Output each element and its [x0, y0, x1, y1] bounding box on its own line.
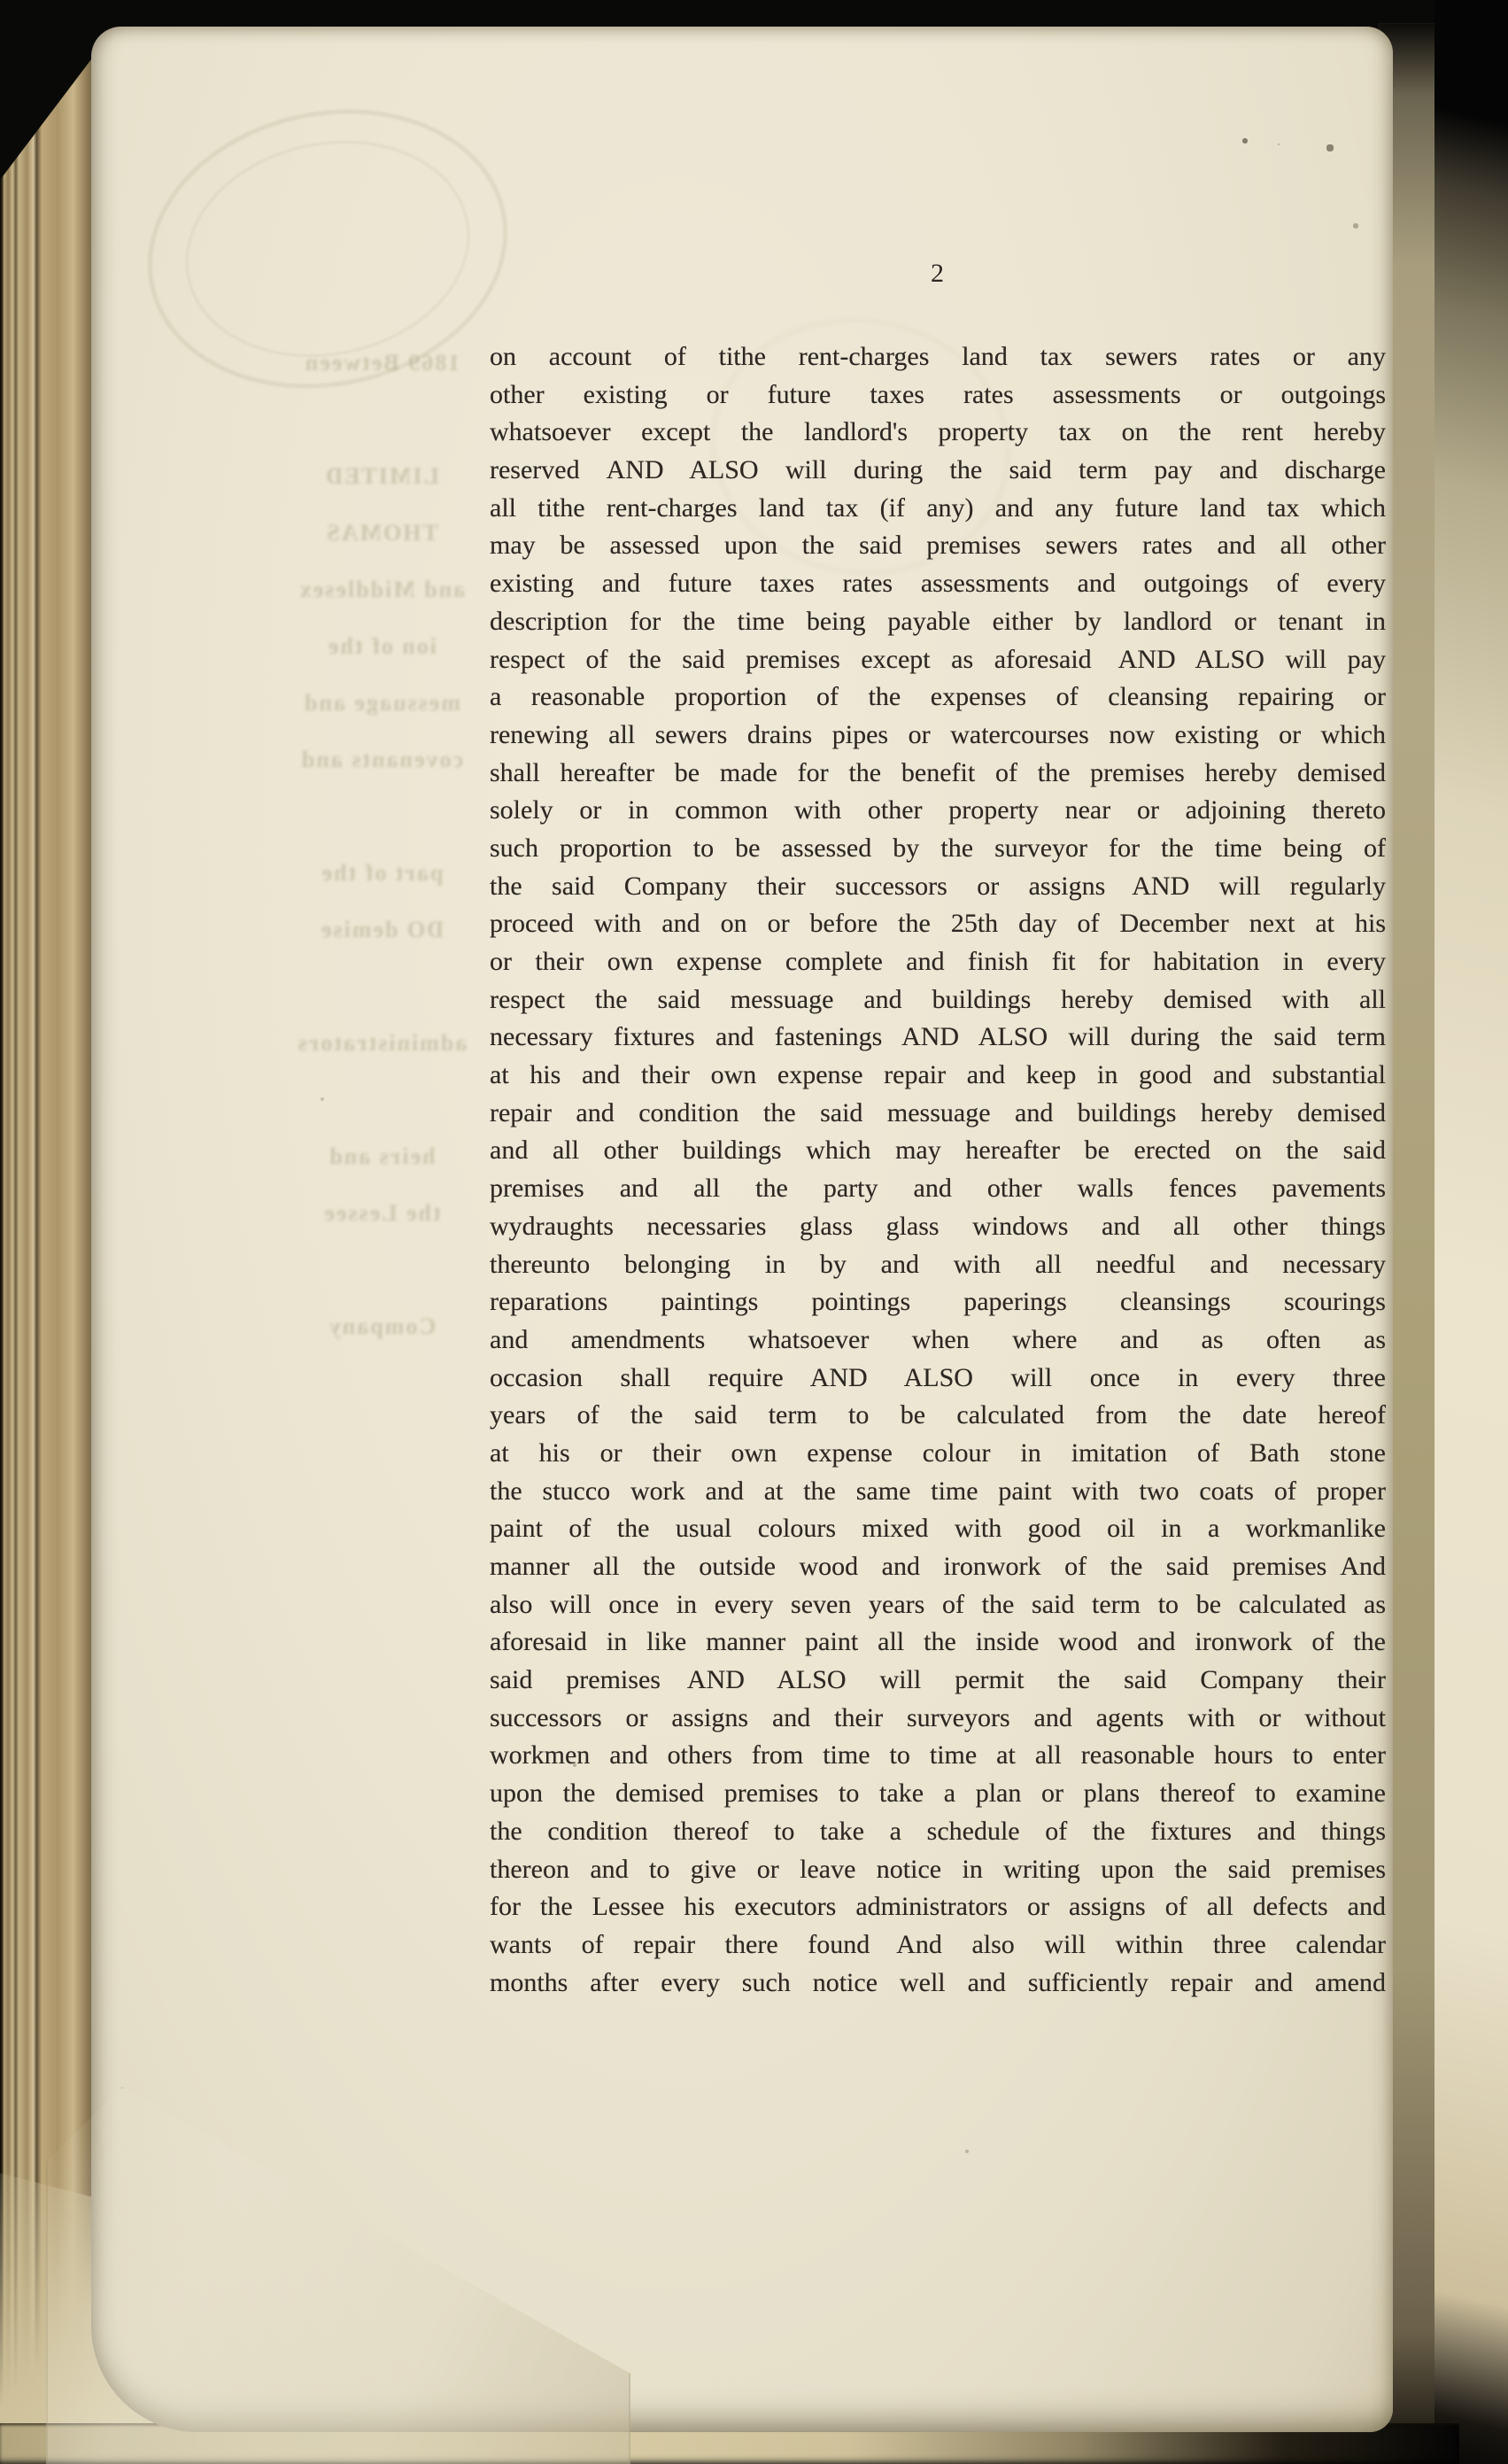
text-line: the condition thereof to take a schedule of the fixtures and things: [490, 1816, 1386, 1846]
bleedthrough-fragment: 1869 Between: [303, 350, 460, 376]
text-line: also will once in every seven years of the said term to be calculated as: [490, 1589, 1386, 1619]
bleedthrough-fragment: the Lessee: [322, 1200, 441, 1226]
text-line: necessary fixtures and fastenings AND ALSO will during the said term: [490, 1022, 1386, 1052]
bleedthrough-fragment: covenants and: [299, 747, 464, 772]
bleedthrough-fragment: [249, 1242, 514, 1298]
text-line: manner all the outside wood and ironwork of the said premises And: [490, 1552, 1386, 1581]
bleedthrough-fragment: [249, 1355, 514, 1412]
text-line: said premises AND ALSO will permit the said Company their: [490, 1665, 1386, 1695]
left-page-stack-edges: [0, 0, 104, 2464]
text-line: premises and all the party and other walls fences pavements: [490, 1174, 1386, 1204]
next-page-edge: [1435, 0, 1508, 2464]
text-line: respect the said messuage and buildings hereby demised with all: [490, 984, 1386, 1014]
text-line: workmen and others from time to time at all reasonable hours to enter: [490, 1740, 1386, 1771]
text-line: thereon and to give or leave notice in writing upon the said premises: [490, 1854, 1386, 1884]
text-line: renewing all sewers drains pipes or watercourses now existing or which: [490, 719, 1386, 749]
bleedthrough-fragment: and Middlesex: [298, 577, 466, 602]
text-line: occasion shall require AND ALSO will once in every three: [490, 1362, 1386, 1392]
text-line: wants of repair there found And also will within three calendar: [490, 1929, 1386, 1959]
text-line: proceed with and on or before the 25th day of December next at his: [490, 909, 1386, 939]
text-line: at his or their own expense colour in imitation of Bath stone: [490, 1437, 1386, 1468]
text-line: existing and future taxes rates assessments and outgoings of every: [490, 569, 1386, 599]
bleedthrough-fragment: [249, 958, 514, 1015]
text-line: all tithe rent-charges land tax (if any) and any future land tax which: [490, 492, 1386, 523]
text-line: reparations paintings pointings paperings cleansings scourings: [490, 1287, 1386, 1317]
bleedthrough-fragment: heirs and: [328, 1143, 436, 1169]
text-line: on account of tithe rent-charges land tax sewers rates or any: [490, 342, 1386, 371]
text-line: years of the said term to be calculated from the date hereof: [490, 1400, 1386, 1430]
bleedthrough-fragment: DO demise: [319, 917, 445, 942]
text-line: respect of the said premises except as aforesaid AND ALSO will pay: [490, 644, 1386, 674]
bleedthrough-fragment: ion of the: [327, 633, 437, 659]
paper-specks: [91, 27, 93, 28]
page-number: 2: [931, 259, 945, 288]
bleedthrough-fragment: administrators: [296, 1030, 468, 1056]
bleedthrough-text-column: [249, 335, 514, 1468]
text-line: at his and their own expense repair and keep in good and substantial: [490, 1060, 1386, 1090]
text-line: thereunto belonging in by and with all needful and necessary: [490, 1249, 1386, 1279]
body-text: [490, 338, 1386, 2002]
document-page: [91, 27, 1393, 2432]
text-line: repair and condition the said messuage and buildings hereby demised: [490, 1097, 1386, 1127]
text-line: whatsoever except the landlord's property tax on the rent hereby: [490, 417, 1386, 447]
bleedthrough-fragment: THOMAS: [325, 520, 438, 546]
bleedthrough-fragment: messuage and: [303, 690, 460, 716]
bleedthrough-fragment: [249, 1412, 514, 1468]
bleedthrough-fragment: Company: [327, 1313, 437, 1339]
text-line: paint of the usual colours mixed with good oil in a workmanlike: [490, 1514, 1386, 1544]
text-line: and all other buildings which may hereafter be erected on the said: [490, 1135, 1386, 1166]
text-line: such proportion to be assessed by the surveyor for the time being of: [490, 833, 1386, 863]
text-line: upon the demised premises to take a plan or plans thereof to examine: [490, 1778, 1386, 1809]
text-line: or their own expense complete and finish fit for habitation in every: [490, 947, 1386, 976]
bleedthrough-fragment: [249, 1072, 514, 1128]
bleedthrough-fragment: [249, 391, 514, 448]
text-line: may be assessed upon the said premises sewers rates and all other: [490, 531, 1386, 561]
bleedthrough-fragment: LIMITED: [324, 463, 439, 489]
text-line: the stucco work and at the same time paint with two coats of proper: [490, 1476, 1386, 1506]
text-line: shall hereafter be made for the benefit of the premises hereby demised: [490, 757, 1386, 787]
text-line: other existing or future taxes rates assessments or outgoings: [490, 379, 1386, 409]
text-line: successors or assigns and their surveyors and agents with or without: [490, 1702, 1386, 1732]
bleedthrough-fragment: [249, 788, 514, 845]
text-line: months after every such notice well and sufficiently repair and amend: [490, 1967, 1386, 1997]
text-line: and amendments whatsoever when where and as often as: [490, 1324, 1386, 1354]
text-line: reserved AND ALSO will during the said term pay and discharge: [490, 455, 1386, 485]
text-line: description for the time being payable either by landlord or tenant in: [490, 606, 1386, 636]
text-line: wydraughts necessaries glass glass windows and all other things: [490, 1211, 1386, 1241]
bleedthrough-fragment: part of the: [320, 860, 444, 886]
text-line: solely or in common with other property near or adjoining thereto: [490, 795, 1386, 825]
text-line: for the Lessee his executors administrators or assigns of all defects and: [490, 1892, 1386, 1922]
text-line: aforesaid in like manner paint all the inside wood and ironwork of the: [490, 1627, 1386, 1657]
text-line: the said Company their successors or assigns AND will regularly: [490, 871, 1386, 901]
text-line: a reasonable proportion of the expenses of cleansing repairing or: [490, 682, 1386, 712]
